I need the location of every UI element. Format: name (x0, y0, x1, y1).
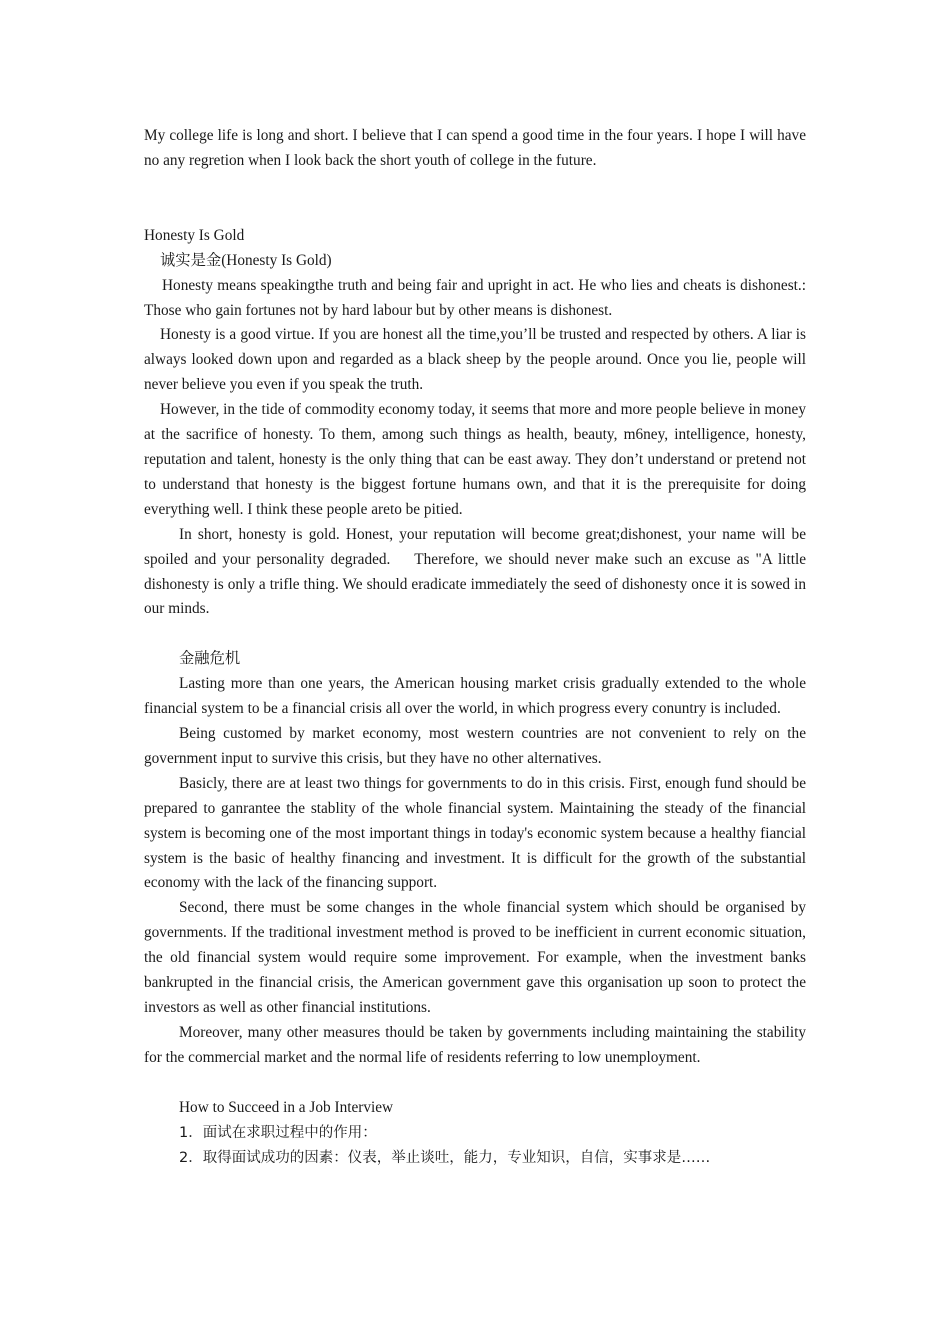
interview-item-2: 2．取得面试成功的因素：仪表，举止谈吐，能力，专业知识，自信，实事求是…… (179, 1149, 711, 1166)
interview-title: How to Succeed in a Job Interview (179, 1098, 394, 1116)
finance-paragraph-4: Second, there must be some changes in the whole financial system which should be organised by governments. If the traditional investment method is proved to be inefficient in current economic situation, the old financial system would require some improvement. For example, when the investment banks bankrupted in the financial crisis, the American government gave this organisation up soon to protect the investors as well as other financial institutions. (144, 899, 806, 1016)
honesty-paragraph-2: Honesty is a good virtue. If you are honest all the time,you’ll be trusted and respected by others. A liar is always looked down upon and regarded as a black sheep by the people around. Once you lie, people will never believe you even if you speak the truth. (144, 326, 806, 394)
finance-paragraph-5: Moreover, many other measures thould be taken by governments including maintaining the stability for the commercial market and the normal life of residents referring to low unemployment. (144, 1023, 806, 1066)
document-page (144, 124, 810, 1170)
interview-item-1: 1．面试在求职过程中的作用： (179, 1124, 377, 1141)
honesty-paragraph-4: In short, honesty is gold. Honest, your reputation will become great;dishonest, your name will be spoiled and your personality degraded. Therefore, we should never make such an excuse as "A little dishonesty is only a trifle thing. We should eradicate immediately the seed of dishonesty once it is sowed in our minds. (144, 525, 810, 618)
honesty-paragraph-3: However, in the tide of commodity economy today, it seems that more and more people believe in money at the sacrifice of honesty. To them, among such things as health, beauty, m6ney, intelligence, honesty, reputation and talent, honesty is the only thing that can be east away. They don’t understand or pretend not to understand that honesty is the biggest fortune humans own, and that it is the prerequisite for doing everything well. I think these people areto be pitied. (144, 401, 806, 518)
finance-paragraph-1: Lasting more than one years, the American housing market crisis gradually extended to the whole financial system to be a financial crisis all over the world, in which progress every conuntry is included. (144, 675, 806, 718)
intro-paragraph: My college life is long and short. I believe that I can spend a good time in the four years. I hope I will have no any regretion when I look back the short youth of college in the future. (144, 127, 806, 169)
honesty-title: Honesty Is Gold (144, 226, 245, 244)
finance-paragraph-3: Basicly, there are at least two things for governments to do in this crisis. First, enough fund should be prepared to ganrantee the stablity of the whole financial system. Maintaining the steady of the financial system is becoming one of the most important things in today's economic system because a healthy fiancial system is the basic of healthy financing and investment. It is difficult for the growth of the substantial economy with the lack of the financing support. (144, 774, 806, 892)
finance-paragraph-2: Being customed by market economy, most western countries are not convenient to rely on the government input to survive this crisis, but they have no other alternatives. (144, 725, 806, 767)
honesty-paragraph-1: Honesty means speakingthe truth and being fair and upright in act. He who lies and cheats is dishonest.: Those who gain fortunes not by hard labour but by other means is dishonest. (144, 276, 806, 319)
honesty-subtitle: 诚实是金(Honesty Is Gold) (160, 251, 332, 269)
finance-title: 金融危机 (179, 650, 241, 668)
